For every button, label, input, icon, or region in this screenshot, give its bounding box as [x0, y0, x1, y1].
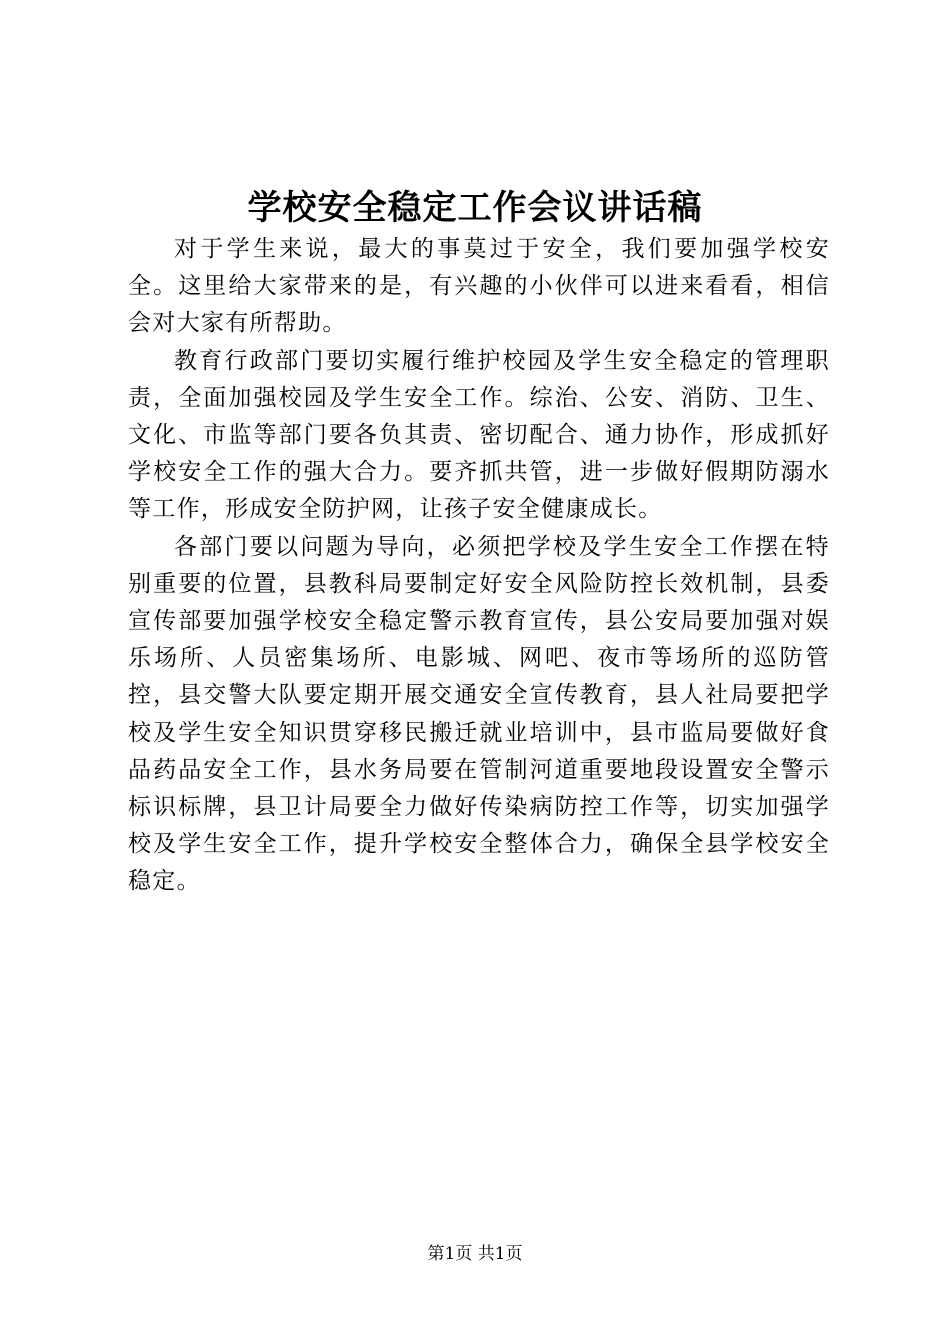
document-body [128, 231, 830, 901]
paragraph-education-department: 教育行政部门要切实履行维护校园及学生安全稳定的管理职责，全面加强校园及学生安全工作。综治、公安、消防、卫生、文化、市监等部门要各负其责、密切配合、通力协作，形成抓好学校安全工作的强大合力。要齐抓共管，进一步做好假期防溺水等工作，形成安全防护网，让孩子安全健康成长。 [128, 347, 830, 523]
document-title: 学校安全稳定工作会议讲话稿 [247, 188, 703, 228]
page-number: 第1页 共1页 [427, 1244, 523, 1264]
paragraph-department-duties: 各部门要以问题为导向，必须把学校及学生安全工作摆在特别重要的位置，县教科局要制定好安全风险防控长效机制，县委宣传部要加强学校安全稳定警示教育宣传，县公安局要加强对娱乐场所、人员密集场所、电影城、网吧、夜市等场所的巡防管控，县交警大队要定期开展交通安全宣传教育，县人社局要把学校及学生安全知识贯穿移民搬迁就业培训中，县市监局要做好食品药品安全工作，县水务局要在管制河道重要地段设置安全警示标识标牌，县卫计局要全力做好传染病防控工作等，切实加强学校及学生安全工作，提升学校安全整体合力，确保全县学校安全稳定。 [128, 533, 830, 895]
paragraph-intro: 对于学生来说，最大的事莫过于安全，我们要加强学校安全。这里给大家带来的是，有兴趣的小伙伴可以进来看看，相信会对大家有所帮助。 [128, 236, 830, 337]
